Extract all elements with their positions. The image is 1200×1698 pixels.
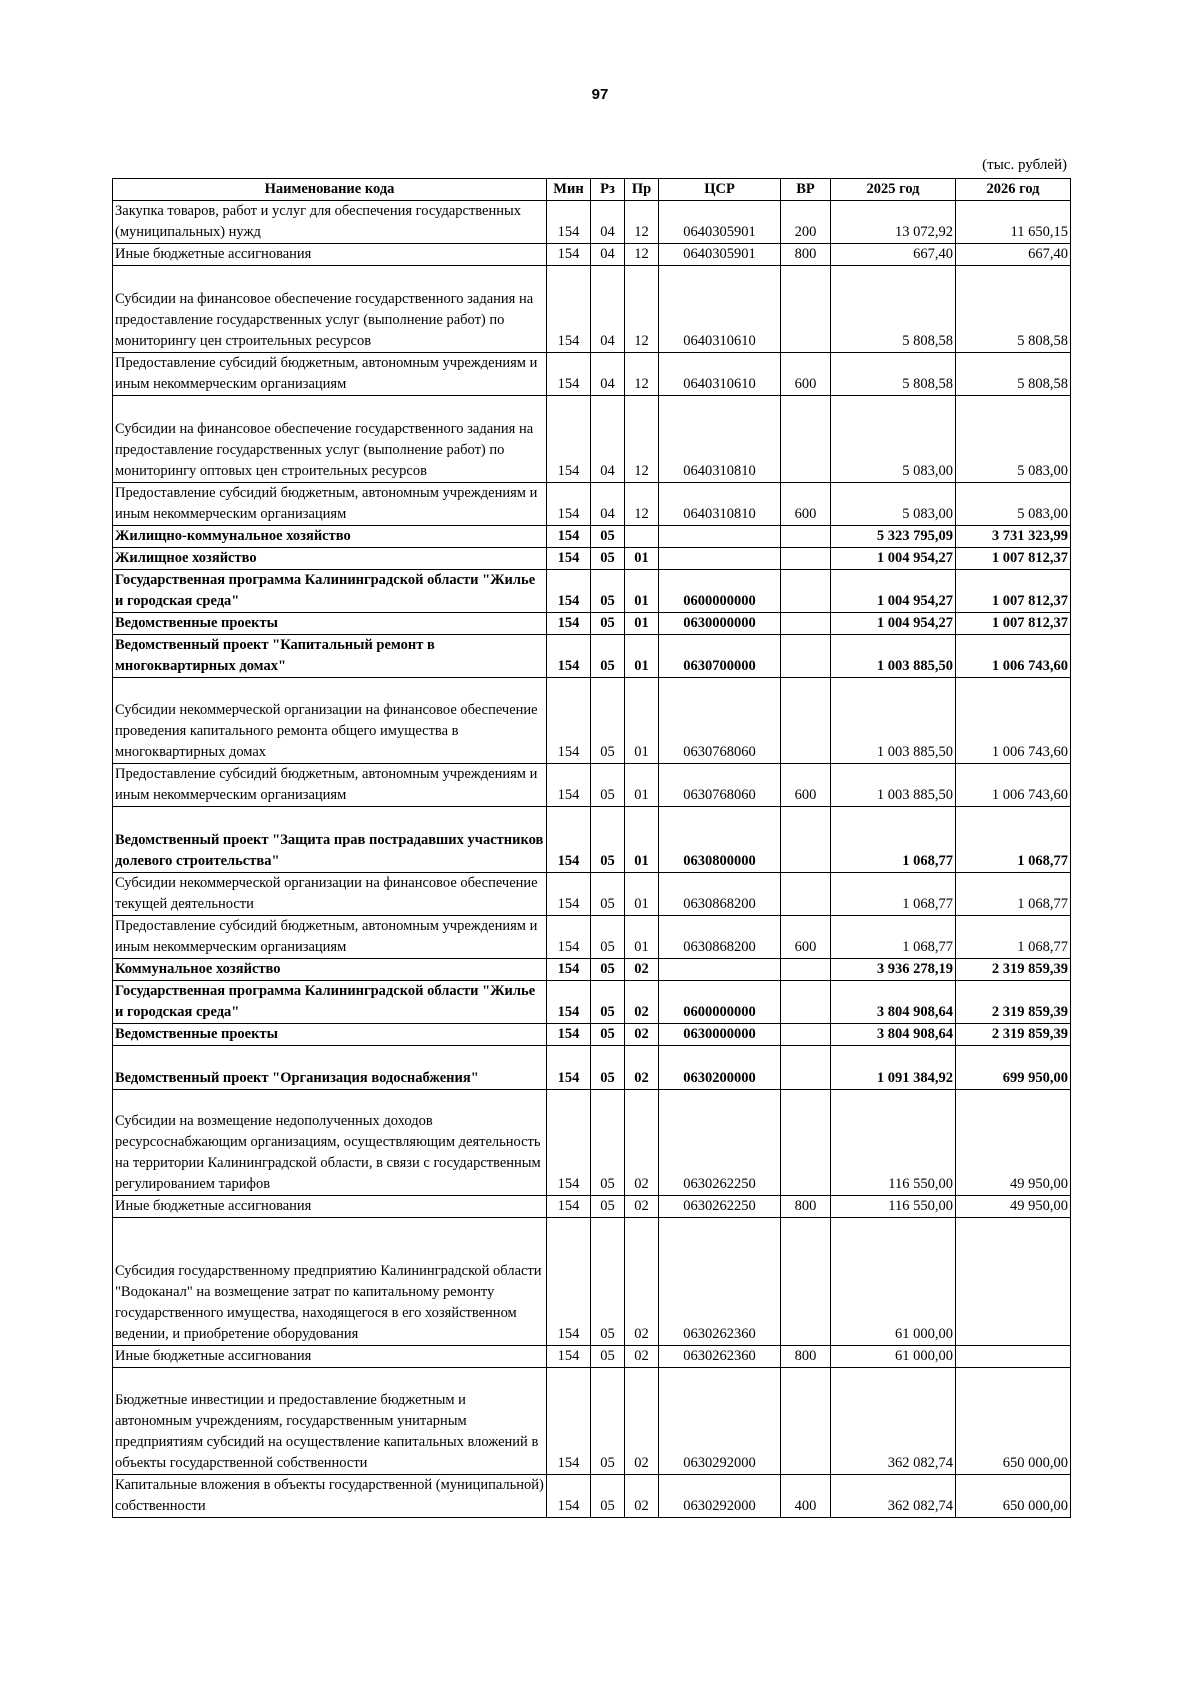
- cell-name: Закупка товаров, работ и услуг для обеспечения государственных (муниципальных) нужд: [113, 201, 547, 244]
- cell-vr: [781, 1024, 831, 1046]
- cell-csr: 0630000000: [659, 1024, 781, 1046]
- cell-min: 154: [547, 613, 591, 635]
- cell-2025: 5 808,58: [831, 266, 956, 353]
- cell-pr: 01: [625, 613, 659, 635]
- cell-vr: 600: [781, 483, 831, 526]
- cell-2026: 5 083,00: [956, 396, 1071, 483]
- cell-2026: 5 808,58: [956, 353, 1071, 396]
- cell-csr: 0640310610: [659, 266, 781, 353]
- cell-2025: 61 000,00: [831, 1218, 956, 1346]
- cell-2025: 1 003 885,50: [831, 764, 956, 807]
- cell-2025: 5 323 795,09: [831, 526, 956, 548]
- cell-vr: [781, 873, 831, 916]
- table-row: [113, 353, 1071, 396]
- cell-min: 154: [547, 1346, 591, 1368]
- cell-2025: 116 550,00: [831, 1196, 956, 1218]
- table-row: [113, 526, 1071, 548]
- cell-2026: 1 068,77: [956, 916, 1071, 959]
- cell-rz: 04: [591, 244, 625, 266]
- table-row: [113, 266, 1071, 353]
- table-row: [113, 959, 1071, 981]
- cell-rz: 05: [591, 1346, 625, 1368]
- cell-2025: 1 068,77: [831, 807, 956, 873]
- cell-min: 154: [547, 873, 591, 916]
- cell-pr: 02: [625, 1046, 659, 1090]
- table-row: [113, 570, 1071, 613]
- table-row: [113, 678, 1071, 764]
- cell-pr: 12: [625, 244, 659, 266]
- cell-2025: 5 083,00: [831, 483, 956, 526]
- cell-min: 154: [547, 483, 591, 526]
- cell-2025: 1 004 954,27: [831, 613, 956, 635]
- cell-pr: 02: [625, 1475, 659, 1518]
- cell-vr: 800: [781, 244, 831, 266]
- cell-vr: [781, 548, 831, 570]
- cell-2026: 2 319 859,39: [956, 1024, 1071, 1046]
- cell-2025: 362 082,74: [831, 1368, 956, 1475]
- cell-csr: 0630262250: [659, 1196, 781, 1218]
- cell-2026: 1 007 812,37: [956, 548, 1071, 570]
- cell-vr: 800: [781, 1196, 831, 1218]
- cell-name: Жилищно-коммунальное хозяйство: [113, 526, 547, 548]
- cell-2026: 1 006 743,60: [956, 635, 1071, 678]
- cell-min: 154: [547, 1196, 591, 1218]
- cell-2025: 1 003 885,50: [831, 678, 956, 764]
- cell-pr: 01: [625, 678, 659, 764]
- cell-vr: 800: [781, 1346, 831, 1368]
- cell-vr: [781, 526, 831, 548]
- cell-2026: 1 006 743,60: [956, 678, 1071, 764]
- cell-min: 154: [547, 244, 591, 266]
- cell-vr: [781, 959, 831, 981]
- cell-2025: 1 091 384,92: [831, 1046, 956, 1090]
- header-csr: ЦСР: [659, 179, 781, 201]
- cell-2025: 5 808,58: [831, 353, 956, 396]
- cell-rz: 04: [591, 266, 625, 353]
- cell-min: 154: [547, 678, 591, 764]
- cell-2026: 667,40: [956, 244, 1071, 266]
- cell-csr: 0630800000: [659, 807, 781, 873]
- cell-2026: 699 950,00: [956, 1046, 1071, 1090]
- cell-rz: 04: [591, 483, 625, 526]
- cell-csr: 0630700000: [659, 635, 781, 678]
- cell-name: Субсидии некоммерческой организации на финансовое обеспечение текущей деятельности: [113, 873, 547, 916]
- cell-min: 154: [547, 548, 591, 570]
- cell-pr: 01: [625, 916, 659, 959]
- cell-2025: 3 804 908,64: [831, 1024, 956, 1046]
- table-row: [113, 1218, 1071, 1346]
- table-row: [113, 873, 1071, 916]
- table-row: [113, 1090, 1071, 1196]
- cell-csr: 0600000000: [659, 981, 781, 1024]
- table-row: [113, 613, 1071, 635]
- cell-rz: 05: [591, 1475, 625, 1518]
- cell-rz: 05: [591, 613, 625, 635]
- cell-min: 154: [547, 916, 591, 959]
- cell-name: Ведомственные проекты: [113, 613, 547, 635]
- table-row: [113, 483, 1071, 526]
- cell-pr: 02: [625, 959, 659, 981]
- cell-rz: 05: [591, 1046, 625, 1090]
- cell-2025: 1 068,77: [831, 873, 956, 916]
- cell-vr: [781, 1046, 831, 1090]
- table-row: [113, 1475, 1071, 1518]
- cell-min: 154: [547, 396, 591, 483]
- cell-pr: 01: [625, 807, 659, 873]
- cell-vr: [781, 981, 831, 1024]
- cell-2026: 1 068,77: [956, 873, 1071, 916]
- cell-2025: 1 004 954,27: [831, 570, 956, 613]
- cell-name: Субсидия государственному предприятию Калининградской области "Водоканал" на возмещение затрат по капитальному ремонту государственного имущества, находящегося в его хозяйственном ведении, и приобретение оборудования: [113, 1218, 547, 1346]
- cell-name: Государственная программа Калининградской области "Жилье и городская среда": [113, 981, 547, 1024]
- cell-pr: 12: [625, 396, 659, 483]
- cell-csr: 0630768060: [659, 678, 781, 764]
- cell-csr: 0600000000: [659, 570, 781, 613]
- cell-2026: 49 950,00: [956, 1196, 1071, 1218]
- cell-2026: 3 731 323,99: [956, 526, 1071, 548]
- cell-min: 154: [547, 1475, 591, 1518]
- header-vr: ВР: [781, 179, 831, 201]
- cell-vr: 600: [781, 353, 831, 396]
- header-min: Мин: [547, 179, 591, 201]
- cell-name: Иные бюджетные ассигнования: [113, 1346, 547, 1368]
- header-2026: 2026 год: [956, 179, 1071, 201]
- cell-min: 154: [547, 1090, 591, 1196]
- cell-name: Бюджетные инвестиции и предоставление бюджетным и автономным учреждениям, государственным унитарным предприятиям субсидий на осуществление капитальных вложений в объекты государственной собственности: [113, 1368, 547, 1475]
- cell-name: Капитальные вложения в объекты государственной (муниципальной) собственности: [113, 1475, 547, 1518]
- cell-pr: 12: [625, 266, 659, 353]
- cell-2025: 3 804 908,64: [831, 981, 956, 1024]
- cell-rz: 05: [591, 873, 625, 916]
- cell-rz: 04: [591, 353, 625, 396]
- cell-vr: [781, 266, 831, 353]
- cell-pr: 02: [625, 1024, 659, 1046]
- cell-name: Ведомственный проект "Капитальный ремонт в многоквартирных домах": [113, 635, 547, 678]
- cell-csr: 0640305901: [659, 201, 781, 244]
- cell-rz: 05: [591, 526, 625, 548]
- cell-name: Иные бюджетные ассигнования: [113, 1196, 547, 1218]
- table-row: [113, 1346, 1071, 1368]
- budget-table: [112, 178, 1071, 1518]
- cell-min: 154: [547, 201, 591, 244]
- cell-vr: [781, 613, 831, 635]
- cell-min: 154: [547, 1024, 591, 1046]
- cell-csr: 0640310810: [659, 396, 781, 483]
- cell-pr: 01: [625, 570, 659, 613]
- cell-name: Ведомственный проект "Организация водоснабжения": [113, 1046, 547, 1090]
- cell-pr: 02: [625, 1218, 659, 1346]
- cell-2026: 2 319 859,39: [956, 981, 1071, 1024]
- cell-rz: 05: [591, 635, 625, 678]
- cell-name: Предоставление субсидий бюджетным, автономным учреждениям и иным некоммерческим организациям: [113, 483, 547, 526]
- cell-min: 154: [547, 1046, 591, 1090]
- cell-name: Предоставление субсидий бюджетным, автономным учреждениям и иным некоммерческим организациям: [113, 916, 547, 959]
- table-row: [113, 1046, 1071, 1090]
- cell-pr: 01: [625, 548, 659, 570]
- cell-min: 154: [547, 959, 591, 981]
- cell-2025: 61 000,00: [831, 1346, 956, 1368]
- cell-csr: 0630292000: [659, 1368, 781, 1475]
- cell-csr: 0630768060: [659, 764, 781, 807]
- cell-rz: 05: [591, 548, 625, 570]
- cell-pr: 02: [625, 1196, 659, 1218]
- cell-rz: 05: [591, 1218, 625, 1346]
- cell-csr: 0640310810: [659, 483, 781, 526]
- header-2025: 2025 год: [831, 179, 956, 201]
- table-row: [113, 548, 1071, 570]
- cell-name: Ведомственный проект "Защита прав пострадавших участников долевого строительства": [113, 807, 547, 873]
- table-row: [113, 807, 1071, 873]
- cell-2026: 1 007 812,37: [956, 613, 1071, 635]
- cell-pr: 02: [625, 1368, 659, 1475]
- cell-2025: 667,40: [831, 244, 956, 266]
- cell-min: 154: [547, 635, 591, 678]
- cell-vr: [781, 570, 831, 613]
- cell-2026: 1 006 743,60: [956, 764, 1071, 807]
- cell-pr: 02: [625, 981, 659, 1024]
- cell-min: 154: [547, 266, 591, 353]
- cell-2026: 650 000,00: [956, 1475, 1071, 1518]
- table-row: [113, 764, 1071, 807]
- table-row: [113, 201, 1071, 244]
- cell-rz: 05: [591, 570, 625, 613]
- cell-name: Иные бюджетные ассигнования: [113, 244, 547, 266]
- cell-vr: [781, 1218, 831, 1346]
- cell-rz: 05: [591, 1196, 625, 1218]
- cell-2026: 1 068,77: [956, 807, 1071, 873]
- cell-rz: 05: [591, 959, 625, 981]
- cell-pr: 12: [625, 483, 659, 526]
- cell-csr: 0630292000: [659, 1475, 781, 1518]
- cell-csr: 0630200000: [659, 1046, 781, 1090]
- cell-2025: 116 550,00: [831, 1090, 956, 1196]
- cell-2026: 5 808,58: [956, 266, 1071, 353]
- cell-min: 154: [547, 807, 591, 873]
- cell-pr: 01: [625, 764, 659, 807]
- cell-2026: 49 950,00: [956, 1090, 1071, 1196]
- header-rz: Рз: [591, 179, 625, 201]
- cell-csr: [659, 959, 781, 981]
- table-body: [113, 201, 1071, 1518]
- cell-name: Государственная программа Калининградской области "Жилье и городская среда": [113, 570, 547, 613]
- table-row: [113, 635, 1071, 678]
- table-row: [113, 981, 1071, 1024]
- cell-csr: 0630868200: [659, 916, 781, 959]
- cell-min: 154: [547, 1218, 591, 1346]
- cell-rz: 04: [591, 201, 625, 244]
- cell-vr: [781, 1368, 831, 1475]
- cell-name: Ведомственные проекты: [113, 1024, 547, 1046]
- table-row: [113, 396, 1071, 483]
- cell-csr: 0630000000: [659, 613, 781, 635]
- cell-rz: 04: [591, 396, 625, 483]
- cell-min: 154: [547, 526, 591, 548]
- header-pr: Пр: [625, 179, 659, 201]
- cell-name: Субсидии на финансовое обеспечение государственного задания на предоставление государственных услуг (выполнение работ) по мониторингу оптовых цен строительных ресурсов: [113, 396, 547, 483]
- cell-name: Предоставление субсидий бюджетным, автономным учреждениям и иным некоммерческим организациям: [113, 764, 547, 807]
- table-row: [113, 244, 1071, 266]
- cell-rz: 05: [591, 1024, 625, 1046]
- cell-rz: 05: [591, 1090, 625, 1196]
- cell-2026: 2 319 859,39: [956, 959, 1071, 981]
- table-row: [113, 1368, 1071, 1475]
- cell-2025: 1 004 954,27: [831, 548, 956, 570]
- cell-csr: 0630262250: [659, 1090, 781, 1196]
- cell-name: Субсидии на возмещение недополученных доходов ресурсоснабжающим организациям, осуществляющим деятельность на территории Калининградской области, в связи с государственным регулированием тарифов: [113, 1090, 547, 1196]
- cell-min: 154: [547, 764, 591, 807]
- cell-pr: 12: [625, 201, 659, 244]
- cell-2026: [956, 1218, 1071, 1346]
- cell-csr: 0630262360: [659, 1346, 781, 1368]
- cell-2025: 5 083,00: [831, 396, 956, 483]
- cell-2026: 5 083,00: [956, 483, 1071, 526]
- table-row: [113, 916, 1071, 959]
- cell-vr: 200: [781, 201, 831, 244]
- cell-vr: 600: [781, 764, 831, 807]
- cell-vr: [781, 807, 831, 873]
- cell-csr: [659, 526, 781, 548]
- cell-name: Коммунальное хозяйство: [113, 959, 547, 981]
- cell-vr: [781, 678, 831, 764]
- units-label: (тыс. рублей): [982, 157, 1067, 173]
- cell-name: Предоставление субсидий бюджетным, автономным учреждениям и иным некоммерческим организациям: [113, 353, 547, 396]
- cell-rz: 05: [591, 916, 625, 959]
- cell-name: Субсидии некоммерческой организации на финансовое обеспечение проведения капитального ремонта общего имущества в многоквартирных домах: [113, 678, 547, 764]
- cell-rz: 05: [591, 981, 625, 1024]
- cell-2025: 1 003 885,50: [831, 635, 956, 678]
- cell-pr: [625, 526, 659, 548]
- table-header-row: [113, 179, 1071, 201]
- cell-name: Субсидии на финансовое обеспечение государственного задания на предоставление государственных услуг (выполнение работ) по мониторингу цен строительных ресурсов: [113, 266, 547, 353]
- cell-name: Жилищное хозяйство: [113, 548, 547, 570]
- cell-vr: 400: [781, 1475, 831, 1518]
- cell-vr: [781, 1090, 831, 1196]
- cell-pr: 02: [625, 1090, 659, 1196]
- cell-2026: 650 000,00: [956, 1368, 1071, 1475]
- cell-csr: 0640310610: [659, 353, 781, 396]
- cell-min: 154: [547, 1368, 591, 1475]
- cell-min: 154: [547, 570, 591, 613]
- cell-min: 154: [547, 981, 591, 1024]
- cell-vr: [781, 396, 831, 483]
- cell-pr: 12: [625, 353, 659, 396]
- cell-csr: 0640305901: [659, 244, 781, 266]
- page-number: 97: [591, 86, 609, 103]
- cell-csr: 0630262360: [659, 1218, 781, 1346]
- cell-pr: 01: [625, 635, 659, 678]
- cell-vr: 600: [781, 916, 831, 959]
- cell-min: 154: [547, 353, 591, 396]
- cell-2026: 11 650,15: [956, 201, 1071, 244]
- cell-2025: 13 072,92: [831, 201, 956, 244]
- cell-rz: 05: [591, 678, 625, 764]
- cell-csr: [659, 548, 781, 570]
- cell-csr: 0630868200: [659, 873, 781, 916]
- cell-2025: 3 936 278,19: [831, 959, 956, 981]
- table-row: [113, 1196, 1071, 1218]
- cell-rz: 05: [591, 1368, 625, 1475]
- cell-pr: 01: [625, 873, 659, 916]
- cell-rz: 05: [591, 807, 625, 873]
- cell-vr: [781, 635, 831, 678]
- cell-2025: 1 068,77: [831, 916, 956, 959]
- cell-2026: [956, 1346, 1071, 1368]
- cell-2025: 362 082,74: [831, 1475, 956, 1518]
- cell-rz: 05: [591, 764, 625, 807]
- cell-2026: 1 007 812,37: [956, 570, 1071, 613]
- header-name: Наименование кода: [113, 179, 547, 201]
- cell-pr: 02: [625, 1346, 659, 1368]
- table-row: [113, 1024, 1071, 1046]
